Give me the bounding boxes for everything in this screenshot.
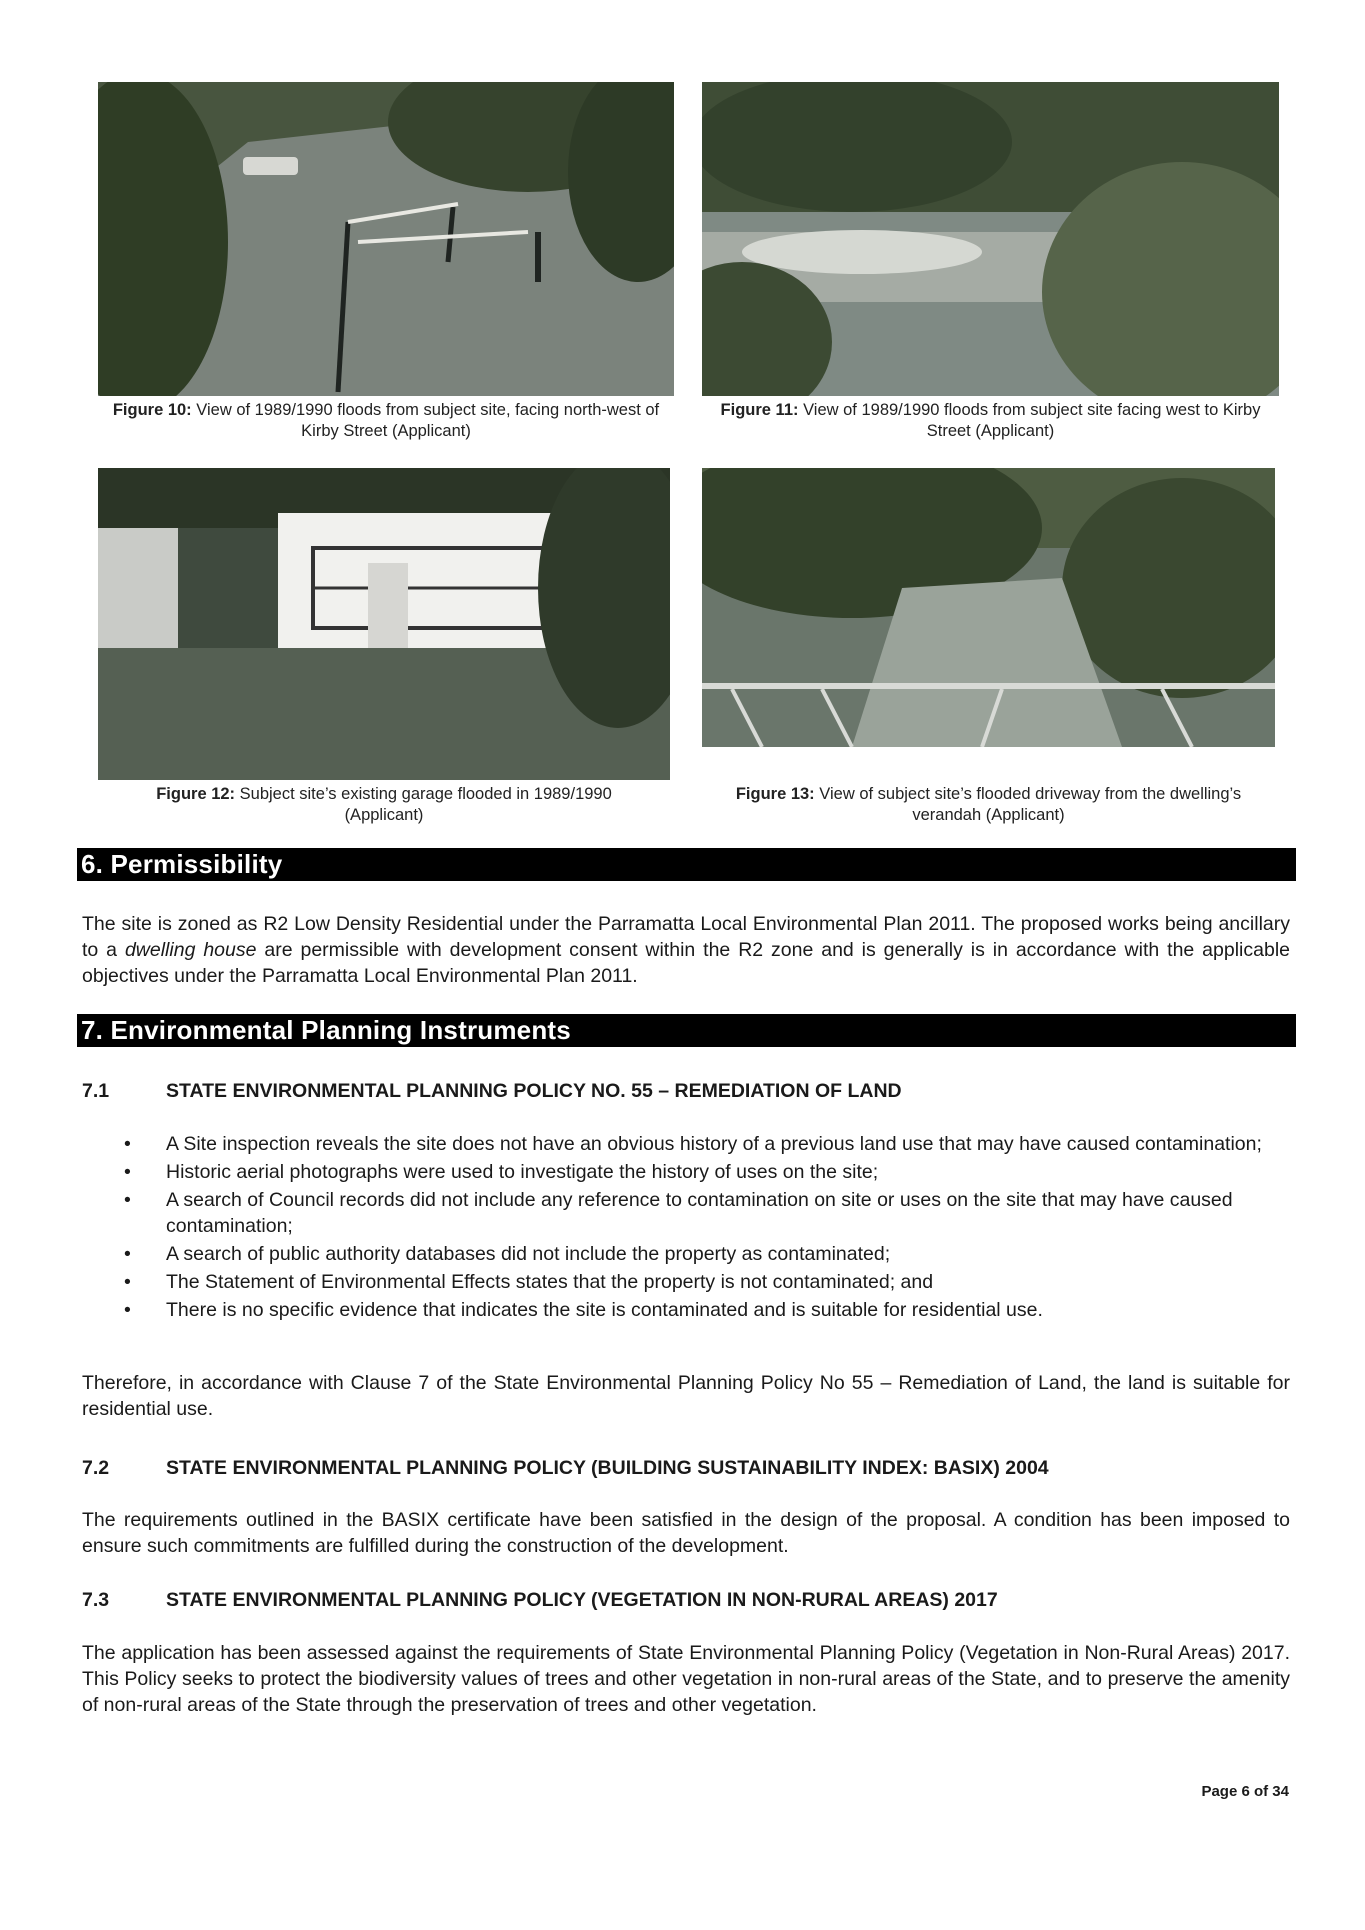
figure-13-caption: [702, 784, 1275, 826]
subsection-7-3-number: 7.3: [82, 1589, 110, 1611]
subsection-7-3-paragraph: The application has been assessed against the requirements of State Environmental Planning Policy (Vegetation in Non-Rural Areas) 2017. This Policy seeks to protect the biodiversity values of trees and other vegetation in non-rural areas of the State, and to preserve the amenity of non-rural areas of the State through the preservation of trees and other vegetation.: [82, 1642, 1290, 1716]
list-item: [112, 1297, 1292, 1323]
section-6-heading: 6. Permissibility: [77, 848, 1296, 881]
page-number: Page 6 of 34: [1201, 1783, 1289, 1800]
section-6-text-1: The site is zoned as R2 Low Density Residential under the Parramatta Local Environmental Plan 2011. The proposed works being ancillary to a: [82, 913, 1290, 961]
list-item-text: A search of public authority databases did not include the property as contaminated;: [166, 1243, 891, 1265]
section-6-paragraph: [82, 911, 1290, 989]
bullet-icon: •: [124, 1299, 131, 1321]
list-item-text: A Site inspection reveals the site does not have an obvious history of a previous land use that may have caused contamination;: [166, 1133, 1262, 1155]
figure-10-caption: [98, 400, 674, 442]
figure-11-photo: [702, 82, 1279, 396]
list-item: [112, 1131, 1292, 1157]
bullet-icon: •: [124, 1161, 131, 1183]
figure-11-label: Figure 11:: [720, 401, 799, 419]
figure-13-text: View of subject site’s flooded driveway from the dwelling’s verandah (Applicant): [814, 785, 1242, 824]
figure-10-text: View of 1989/1990 floods from subject site, facing north-west of Kirby Street (Applicant): [191, 401, 660, 440]
figure-10-photo: [98, 82, 674, 396]
section-7-heading: 7. Environmental Planning Instruments: [77, 1014, 1296, 1047]
list-item: [112, 1241, 1292, 1267]
bullet-icon: •: [124, 1133, 131, 1155]
list-item: [112, 1159, 1292, 1185]
section-6-text-2: are permissible with development consent within the R2 zone and is generally is in accordance with the applicable objectives under the Parramatta Local Environmental Plan 2011.: [82, 939, 1290, 987]
figure-12-label: Figure 12:: [156, 785, 236, 803]
list-item: [112, 1269, 1292, 1295]
list-item-text: The Statement of Environmental Effects states that the property is not contaminated; and: [166, 1271, 934, 1293]
subsection-7-3-title: STATE ENVIRONMENTAL PLANNING POLICY (VEGETATION IN NON-RURAL AREAS) 2017: [166, 1589, 998, 1611]
subsection-7-1-heading: [82, 1078, 902, 1104]
figure-12-photo: [98, 468, 670, 780]
bullet-icon: •: [124, 1189, 131, 1211]
list-item: [112, 1187, 1292, 1239]
figure-11-caption: [702, 400, 1279, 442]
list-item-text: A search of Council records did not include any reference to contamination on site or uses on the site that may have caused contamination;: [166, 1189, 1233, 1237]
figure-13-label: Figure 13:: [735, 785, 815, 803]
subsection-7-3-heading: [82, 1587, 998, 1613]
subsection-7-1-bullet-list: [112, 1131, 1292, 1325]
subsection-7-2-paragraph: The requirements outlined in the BASIX certificate have been satisfied in the design of the proposal. A condition has been imposed to ensure such commitments are fulfilled during the construction of the development.: [82, 1509, 1290, 1557]
subsection-7-1-title: STATE ENVIRONMENTAL PLANNING POLICY NO. 55 – REMEDIATION OF LAND: [166, 1080, 902, 1102]
section-6-italic: dwelling house: [124, 939, 257, 961]
subsection-7-2-title: STATE ENVIRONMENTAL PLANNING POLICY (BUILDING SUSTAINABILITY INDEX: BASIX) 2004: [166, 1457, 1049, 1479]
subsection-7-2-number: 7.2: [82, 1457, 110, 1479]
bullet-icon: •: [124, 1271, 131, 1293]
list-item-text: Historic aerial photographs were used to investigate the history of uses on the site;: [166, 1161, 879, 1183]
bullet-icon: •: [124, 1243, 131, 1265]
subsection-7-1-number: 7.1: [82, 1080, 110, 1102]
subsection-7-2-heading: [82, 1455, 1049, 1481]
figure-11-text: View of 1989/1990 floods from subject site facing west to Kirby Street (Applicant): [798, 401, 1261, 440]
subsection-7-1-conclusion: Therefore, in accordance with Clause 7 of the State Environmental Planning Policy No 55 – Remediation of Land, the land is suitable for residential use.: [82, 1372, 1290, 1420]
figure-10-label: Figure 10:: [112, 401, 192, 419]
figure-12-caption: [118, 784, 650, 826]
figure-13-photo: [702, 468, 1275, 747]
list-item-text: There is no specific evidence that indicates the site is contaminated and is suitable for residential use.: [166, 1299, 1043, 1321]
figure-12-text: Subject site’s existing garage flooded in 1989/1990 (Applicant): [235, 785, 612, 824]
